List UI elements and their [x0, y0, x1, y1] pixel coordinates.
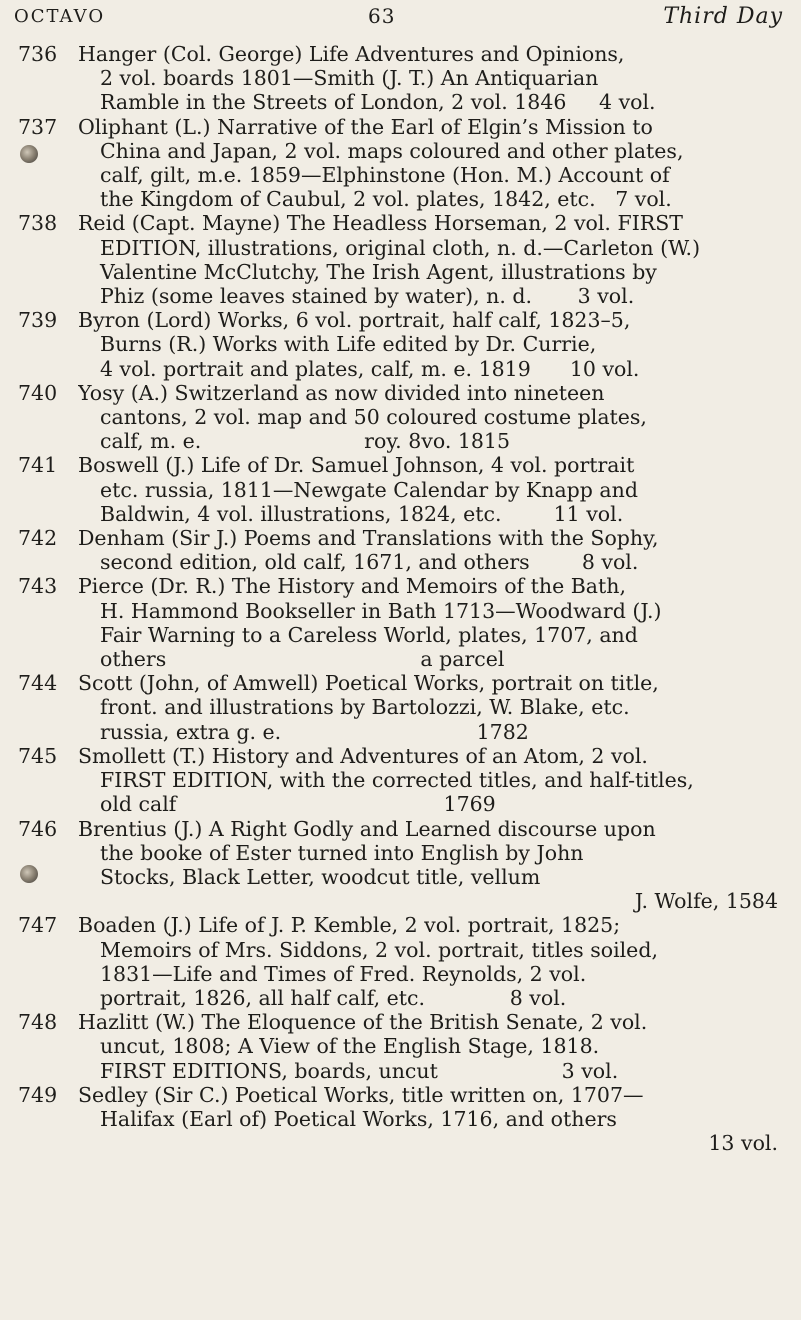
description-line: Scott (John, of Amwell) Poetical Works, portrait on title, [78, 671, 659, 696]
lot-entry [0, 42, 801, 115]
lot-entry [0, 526, 801, 574]
lot-description [78, 817, 778, 914]
lot-number: 742 [18, 526, 58, 551]
description-line: Denham (Sir J.) Poems and Translations with the Sophy, [78, 526, 659, 551]
description-line: the Kingdom of Caubul, 2 vol. plates, 1842, etc. 7 vol. [100, 187, 672, 212]
description-line: Stocks, Black Letter, woodcut title, vellum [100, 864, 541, 889]
lot-list [0, 42, 801, 1155]
description-line: China and Japan, 2 vol. maps coloured and other plates, [100, 138, 684, 163]
lot-entry [0, 913, 801, 1010]
description-line: FIRST EDITION, with the corrected titles, and half-titles, [100, 768, 694, 793]
header-format: OCTAVO [14, 6, 106, 27]
lot-number: 741 [18, 453, 58, 478]
description-line: 1831—Life and Times of Fred. Reynolds, 2 vol. [100, 961, 587, 986]
description-line: Phiz (some leaves stained by water), n. d. 3 vol. [100, 284, 635, 309]
lot-description [78, 744, 778, 817]
description-line: Fair Warning to a Careless World, plates, 1707, and [100, 622, 638, 647]
description-line: EDITION, illustrations, original cloth, n. d.—Carleton (W.) [100, 235, 701, 260]
description-line: Yosy (A.) Switzerland as now divided into nineteen [78, 380, 605, 405]
lot-entry [0, 381, 801, 454]
description-line: cantons, 2 vol. map and 50 coloured costume plates, [100, 405, 647, 430]
lot-entry [0, 211, 801, 308]
lot-description [78, 211, 778, 308]
description-line: calf, m. e. roy. 8vo. 1815 [100, 429, 511, 454]
lot-number: 739 [18, 308, 58, 333]
lot-number: 743 [18, 574, 58, 599]
lot-entry [0, 1083, 801, 1156]
description-line: calf, gilt, m.e. 1859—Elphinstone (Hon. M.) Account of [100, 163, 670, 188]
lot-number: 736 [18, 42, 58, 66]
description-line: front. and illustrations by Bartolozzi, W. Blake, etc. [100, 695, 630, 720]
lot-entry [0, 574, 801, 671]
lot-description [78, 671, 778, 744]
description-line: uncut, 1808; A View of the English Stage, 1818. [100, 1034, 600, 1059]
description-line: Burns (R.) Works with Life edited by Dr. Currie, [100, 332, 597, 357]
description-line: Baldwin, 4 vol. illustrations, 1824, etc. 11 vol. [100, 501, 624, 526]
description-line: old calf 1769 [100, 792, 496, 817]
description-line: Reid (Capt. Mayne) The Headless Horseman, 2 vol. FIRST [78, 211, 683, 236]
description-line: Memoirs of Mrs. Siddons, 2 vol. portrait, titles soiled, [100, 937, 658, 962]
description-line: etc. russia, 1811—Newgate Calendar by Knapp and [100, 477, 638, 502]
sale-day: Third Day [663, 4, 783, 29]
lot-description [78, 526, 778, 574]
lot-entry [0, 308, 801, 381]
lot-number: 749 [18, 1082, 58, 1107]
description-line: Valentine McClutchy, The Irish Agent, illustrations by [100, 259, 657, 284]
lot-number: 745 [18, 743, 58, 768]
lot-number: 744 [18, 671, 58, 696]
description-line: H. Hammond Bookseller in Bath 1713—Woodward (J.) [100, 598, 662, 623]
lot-entry [0, 1010, 801, 1083]
description-line: Brentius (J.) A Right Godly and Learned discourse upon [78, 816, 656, 841]
description-line: others a parcel [100, 647, 505, 672]
page-header [0, 6, 801, 36]
description-line: second edition, old calf, 1671, and others 8 vol. [100, 550, 639, 575]
description-line: Hazlitt (W.) The Eloquence of the British Senate, 2 vol. [78, 1010, 648, 1035]
lot-entry [0, 115, 801, 212]
description-line: Smollett (T.) History and Adventures of an Atom, 2 vol. [78, 743, 648, 768]
lot-description [78, 913, 778, 1010]
lot-description [78, 42, 778, 115]
description-line: Byron (Lord) Works, 6 vol. portrait, half calf, 1823–5, [78, 308, 631, 333]
lot-description [78, 381, 778, 454]
description-line: FIRST EDITIONS, boards, uncut 3 vol. [100, 1058, 619, 1083]
description-line: Boswell (J.) Life of Dr. Samuel Johnson, 4 vol. portrait [78, 453, 635, 478]
lot-number: 746 [18, 816, 58, 841]
lot-entry [0, 453, 801, 526]
description-line: russia, extra g. e. 1782 [100, 719, 529, 744]
description-line: Pierce (Dr. R.) The History and Memoirs of the Bath, [78, 574, 626, 599]
description-line: 13 vol. [708, 1131, 778, 1156]
lot-entry [0, 744, 801, 817]
lot-number: 747 [18, 913, 58, 938]
lot-number: 737 [18, 114, 58, 139]
description-line: Hanger (Col. George) Life Adventures and Opinions, [78, 42, 625, 66]
description-line: Ramble in the Streets of London, 2 vol. 1846 4 vol. [100, 90, 656, 115]
lot-description [78, 308, 778, 381]
lot-entry [0, 671, 801, 744]
page-number: 63 [368, 4, 396, 28]
description-line: 4 vol. portrait and plates, calf, m. e. 1819 10 vol. [100, 356, 640, 381]
description-line: the booke of Ester turned into English by John [100, 840, 584, 865]
lot-number: 740 [18, 380, 58, 405]
description-line: portrait, 1826, all half calf, etc. 8 vol. [100, 985, 567, 1010]
description-line: Sedley (Sir C.) Poetical Works, title written on, 1707— [78, 1082, 644, 1107]
description-line: 2 vol. boards 1801—Smith (J. T.) An Antiquarian [100, 66, 599, 91]
description-line: Boaden (J.) Life of J. P. Kemble, 2 vol. portrait, 1825; [78, 913, 621, 938]
lot-description [78, 574, 778, 671]
lot-description [78, 453, 778, 526]
description-line: Oliphant (L.) Narrative of the Earl of Elgin’s Mission to [78, 114, 653, 139]
lot-description [78, 1083, 778, 1156]
description-line: Halifax (Earl of) Poetical Works, 1716, and others [100, 1106, 617, 1131]
lot-description [78, 1010, 778, 1083]
lot-description [78, 115, 778, 212]
lot-number: 748 [18, 1010, 58, 1035]
lot-entry [0, 817, 801, 914]
description-line: J. Wolfe, 1584 [634, 889, 778, 914]
lot-number: 738 [18, 211, 58, 236]
